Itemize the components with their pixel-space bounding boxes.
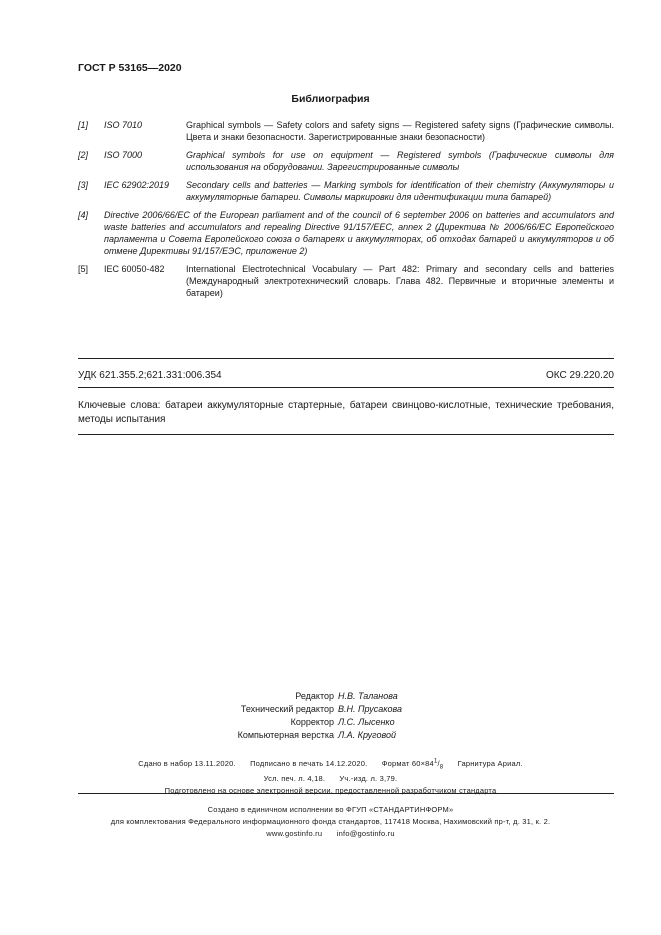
- bibliography-entry: [78, 263, 614, 299]
- credit-role: Корректор: [290, 717, 334, 727]
- credit-row: [0, 690, 661, 703]
- entry-text: International Electrotechnical Vocabulary — Part 482: Primary and secondary cells and batteries (Международный электротехнический словарь. Глава 482. Первичные и вторичные элементы и батареи): [186, 264, 614, 298]
- credit-row: [0, 716, 661, 729]
- entry-code: IEC 62902:2019: [104, 180, 170, 190]
- entry-text: Directive 2006/66/EC of the European parliament and of the council of 6 september 2006 on batteries and accumulators and waste batteries and accumulators and repealing Directive 91/157/EEC, annex 2 (Директива № 2006/66/ЕС Европейского парламента и Совета Европейского союза о батареях и аккумуляторах, об отходах батарей и аккумуляторов и об отмене Директивы 91/157/ЕЭС, приложение 2): [104, 210, 614, 256]
- format-value: Формат 60×84: [381, 758, 434, 768]
- credit-role: Технический редактор: [240, 704, 334, 714]
- entry-text: Graphical symbols for use on equipment — Registered symbols (Графические символы для использования на оборудовании. Зарегистрированные символы: [186, 150, 614, 172]
- bibliography-title: Библиография: [291, 93, 370, 105]
- credit-role: Компьютерная верстка: [237, 730, 334, 740]
- entry-number: [4]: [78, 210, 89, 220]
- entry-number: [3]: [78, 180, 89, 190]
- publisher-line-1: Создано в единичном исполнении во ФГУП «СТАНДАРТИНФОРМ»: [207, 805, 454, 814]
- publication-sheets: Уч.-изд. л. 3,79.: [339, 774, 398, 783]
- prepared-note: Подготовлено на основе электронной версии, предоставленной разработчиком стандарта: [164, 786, 497, 795]
- keywords: Ключевые слова: батареи аккумуляторные стартерные, батареи свинцово-кислотные, технические требования, методы испытания: [78, 400, 614, 425]
- signed-date: Подписано в печать 14.12.2020.: [250, 758, 368, 768]
- credit-row: [0, 729, 661, 742]
- website-link[interactable]: www.gostinfo.ru: [266, 829, 323, 838]
- paper-format: Формат $60\times 84^1/_8$: [381, 758, 444, 770]
- format-fraction-num: 1: [433, 758, 438, 764]
- typeface: Гарнитура Ариал.: [457, 758, 523, 768]
- bibliography-entry: [78, 209, 614, 257]
- divider: [78, 358, 614, 359]
- entry-number: [5]: [78, 264, 89, 274]
- divider: [78, 793, 614, 794]
- credits-block: [0, 690, 661, 742]
- credit-name: В.Н. Прусакова: [338, 704, 402, 714]
- bibliography-entry: [78, 149, 614, 173]
- divider: [78, 434, 614, 435]
- format-fraction-den: 8: [439, 764, 444, 770]
- entry-number: [2]: [78, 150, 89, 160]
- oks-code: ОКС 29.220.20: [546, 370, 614, 381]
- entry-number: [1]: [78, 120, 89, 130]
- document-header: ГОСТ Р 53165—2020: [78, 62, 182, 74]
- bibliography-entry: [78, 179, 614, 203]
- printing-info: [0, 755, 661, 797]
- email-link[interactable]: info@gostinfo.ru: [336, 829, 395, 838]
- udk-code: УДК 621.355.2;621.331:006.354: [78, 370, 222, 381]
- print-sheets: Усл. печ. л. 4,18.: [263, 774, 326, 783]
- entry-text: Graphical symbols — Safety colors and safety signs — Registered safety signs (Графические символы. Цвета и знаки безопасности. Зарегистрированные знаки безопасности): [186, 120, 614, 142]
- entry-code: IEC 60050-482: [104, 264, 165, 274]
- credit-role: Редактор: [295, 691, 334, 701]
- credit-name: Л.А. Круговой: [338, 730, 397, 740]
- submitted-date: Сдано в набор 13.11.2020.: [138, 758, 236, 768]
- entry-text: Secondary cells and batteries — Marking symbols for identification of their chemistry (Аккумуляторы и аккумуляторные батареи. Символы маркировки для идентификации типа батарей): [186, 180, 614, 202]
- publisher-line-2: для комплектования Федерального информационного фонда стандартов, 117418 Москва, Нахимовский пр-т, д. 31, к. 2.: [110, 817, 551, 826]
- entry-code: ISO 7010: [104, 120, 143, 130]
- bibliography-entry: [78, 119, 614, 143]
- divider: [78, 387, 614, 388]
- credit-row: [0, 703, 661, 716]
- bibliography-list: [78, 119, 614, 305]
- credit-name: Л.С. Лысенко: [338, 717, 395, 727]
- publisher-info: [0, 804, 661, 840]
- credit-name: Н.В. Таланова: [338, 691, 398, 701]
- entry-code: ISO 7000: [104, 150, 143, 160]
